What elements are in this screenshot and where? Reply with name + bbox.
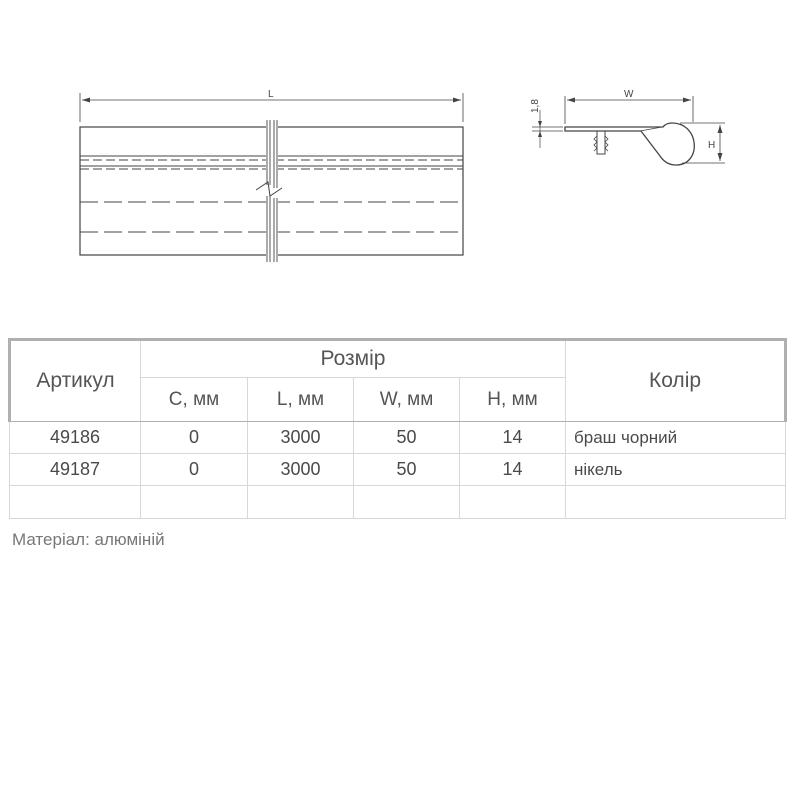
table-row-empty [10, 486, 786, 519]
front-view [80, 93, 463, 263]
table-row [10, 422, 786, 454]
profile-view [532, 96, 725, 165]
header-article: Артикул [10, 340, 141, 422]
technical-drawing [0, 0, 800, 300]
cell-l: 3000 [248, 422, 354, 454]
header-l: L, мм [248, 378, 354, 422]
header-c: C, мм [141, 378, 248, 422]
cell-c: 0 [141, 454, 248, 486]
header-color: Колір [566, 340, 786, 422]
cell-h: 14 [460, 422, 566, 454]
cell-w: 50 [354, 422, 460, 454]
cell-h: 14 [460, 454, 566, 486]
table-row [10, 454, 786, 486]
header-size-group: Розмір [141, 340, 566, 378]
cell-color: браш чорний [566, 422, 786, 454]
dim-label-height: H [708, 140, 716, 151]
material-note: Матеріал: алюміній [12, 530, 165, 549]
cell-l: 3000 [248, 454, 354, 486]
header-h: H, мм [460, 378, 566, 422]
cell-w: 50 [354, 454, 460, 486]
cell-article: 49186 [10, 422, 141, 454]
cell-c: 0 [141, 422, 248, 454]
cell-article: 49187 [10, 454, 141, 486]
dim-label-thickness: 1,8 [530, 99, 541, 113]
cell-color: нікель [566, 454, 786, 486]
dim-label-width: W [624, 89, 634, 100]
spec-table [8, 338, 787, 519]
dim-label-length: L [268, 89, 274, 100]
header-w: W, мм [354, 378, 460, 422]
